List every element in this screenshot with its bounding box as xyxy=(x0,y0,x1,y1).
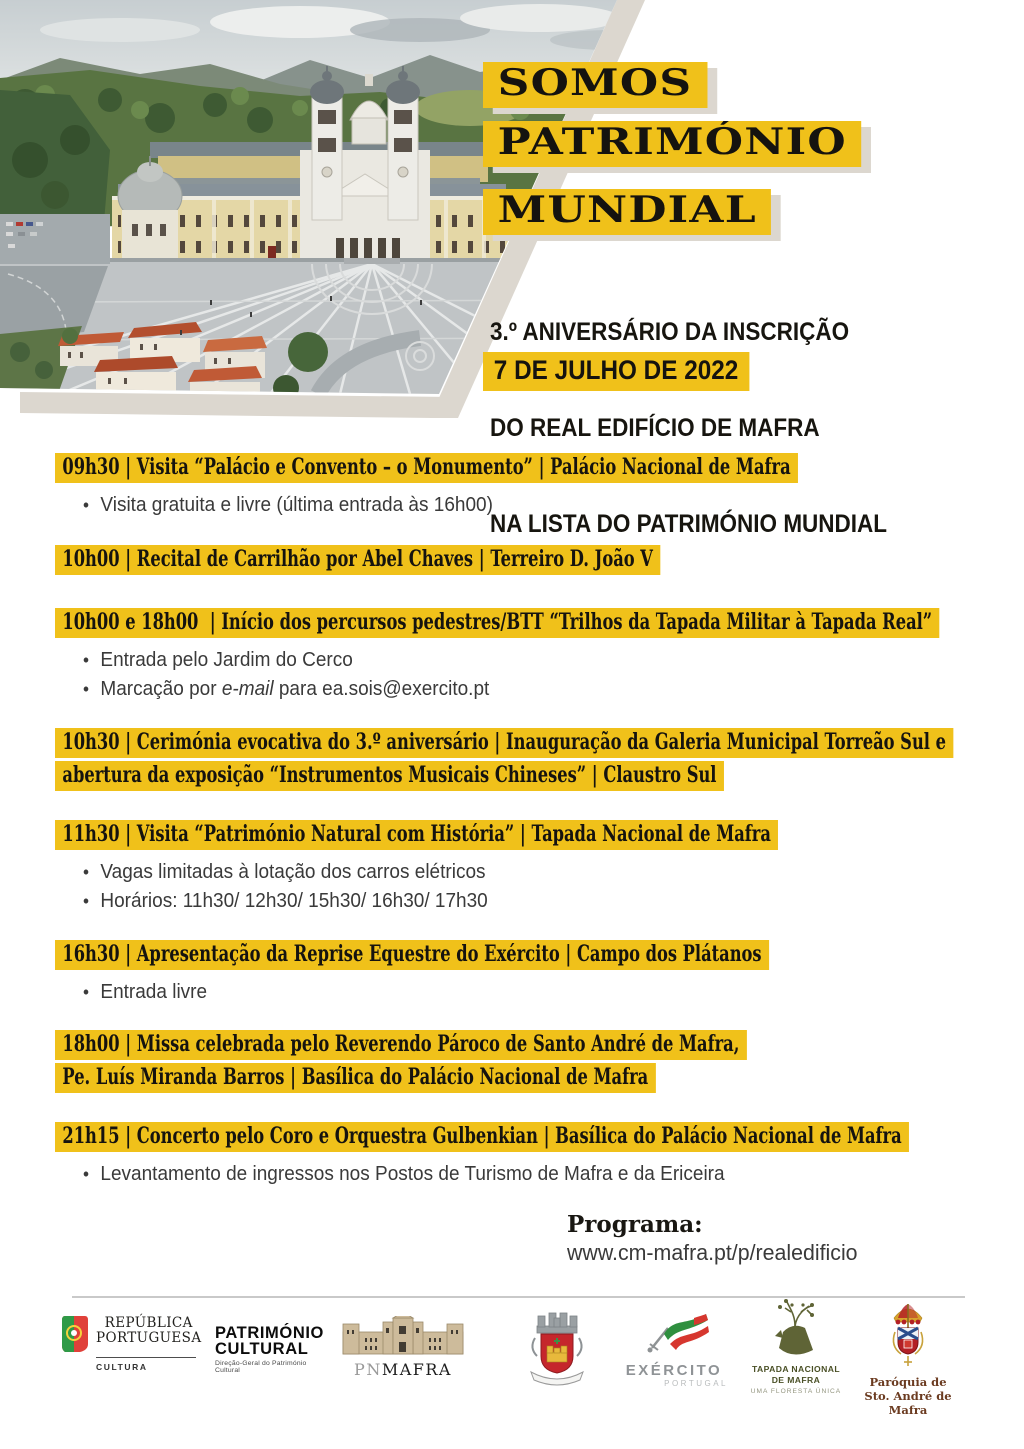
portugal-flag-icon xyxy=(62,1316,88,1352)
bullet-icon: • xyxy=(83,495,89,515)
republica-line2: PORTUGUESA xyxy=(96,1330,202,1346)
event-date: 7 DE JULHO DE 2022 xyxy=(483,352,749,391)
paroquia-label: Paróquia de Sto. André de Mafra xyxy=(864,1375,952,1417)
palace-drawing-icon xyxy=(341,1316,465,1358)
event-title-highlight: 10h30 | Cerimónia evocativa do 3.º aniversário | Inauguração da Galeria Municipal Torreão Sul e xyxy=(55,728,953,758)
programa-label: Programa: xyxy=(567,1211,703,1238)
republica-cultura-label: CULTURA xyxy=(96,1362,148,1372)
event-title-highlight: 11h30 | Visita “Património Natural com História” | Tapada Nacional de Mafra xyxy=(55,820,778,850)
tapada-sub-label: UMA FLORESTA ÚNICA xyxy=(750,1388,842,1395)
republica-rule xyxy=(96,1357,196,1358)
republica-portuguesa-logo xyxy=(62,1316,202,1372)
event-detail: • Horários: 11h30/ 12h30/ 15h30/ 16h30/ 17h30 xyxy=(83,887,968,916)
schedule-entry xyxy=(55,820,1015,916)
exercito-sub-label: PORTUGAL xyxy=(664,1379,728,1388)
municipio-mafra-crest xyxy=(524,1308,590,1390)
event-title-highlight: 16h30 | Apresentação da Reprise Equestre do Exército | Campo dos Plátanos xyxy=(55,940,769,970)
programa-url: www.cm-mafra.pt/p/realedificio xyxy=(567,1240,858,1265)
pnmafra-logo xyxy=(338,1316,468,1379)
patrimonio-cultural-logo xyxy=(215,1326,325,1374)
event-detail: • Marcação por e-mail para ea.sois@exercito.pt xyxy=(83,675,968,704)
event-detail: • Levantamento de ingressos nos Postos de Turismo de Mafra e da Ericeira xyxy=(83,1160,968,1189)
bullet-icon: • xyxy=(83,982,89,1002)
subtitle-line: 3.º ANIVERSÁRIO DA INSCRIÇÃO xyxy=(490,318,850,346)
bullet-icon: • xyxy=(83,650,89,670)
exercito-label: EXÉRCITO xyxy=(625,1362,723,1379)
schedule-entry xyxy=(55,453,1015,520)
programa-block xyxy=(567,1210,867,1266)
event-detail: • Entrada pelo Jardim do Cerco xyxy=(83,646,968,675)
bullet-icon: • xyxy=(83,862,89,882)
bullet-icon: • xyxy=(83,891,89,911)
event-detail: • Entrada livre xyxy=(83,978,968,1007)
patrimonio-cultural-line2: CULTURAL xyxy=(215,1339,309,1358)
pnmafra-label: PNMAFRA xyxy=(354,1360,452,1379)
schedule-entry xyxy=(55,940,1015,1007)
event-detail: • Visita gratuita e livre (última entrada às 16h00) xyxy=(83,491,968,520)
subtitle-line: DO REAL EDIFÍCIO DE MAFRA xyxy=(490,414,820,442)
poster-title-line: PATRIMÓNIO xyxy=(483,121,862,167)
event-title-highlight: 21h15 | Concerto pelo Coro e Orquestra Gulbenkian | Basílica do Palácio Nacional de Mafra xyxy=(55,1122,909,1152)
schedule-entry xyxy=(55,728,1015,794)
exercito-flag-sword-icon xyxy=(638,1310,710,1360)
deer-tree-icon xyxy=(765,1298,827,1362)
event-title-highlight: Pe. Luís Miranda Barros | Basílica do Palácio Nacional de Mafra xyxy=(55,1063,656,1093)
event-title-highlight: 18h00 | Missa celebrada pelo Reverendo Pároco de Santo André de Mafra, xyxy=(55,1030,747,1060)
event-title-highlight: 10h00 | Recital de Carrilhão por Abel Chaves | Terreiro D. João V xyxy=(55,545,660,575)
tapada-label: TAPADA NACIONAL DE MAFRA xyxy=(752,1364,840,1385)
patrimonio-cultural-line1: PATRIMÓNIO xyxy=(215,1324,324,1342)
event-detail: • Vagas limitadas à lotação dos carros elétricos xyxy=(83,858,968,887)
republica-line1: REPÚBLICA xyxy=(104,1315,193,1331)
schedule-entry xyxy=(55,1122,1015,1189)
schedule-entry xyxy=(55,545,1015,578)
mafra-coat-of-arms-icon xyxy=(525,1308,589,1390)
schedule-entry xyxy=(55,1030,1015,1096)
event-title-highlight: abertura da exposição “Instrumentos Musicais Chineses” | Claustro Sul xyxy=(55,761,724,791)
exercito-logo xyxy=(618,1310,730,1388)
bullet-icon: • xyxy=(83,679,89,699)
schedule-entry xyxy=(55,608,1015,704)
event-title-highlight: 10h00 e 18h00 | Início dos percursos pedestres/BTT “Trilhos da Tapada Militar à Tapada Real” xyxy=(55,608,940,638)
poster-title-line: MUNDIAL xyxy=(483,189,771,235)
patrimonio-cultural-sub: Direção-Geral do Património Cultural xyxy=(215,1360,307,1374)
subtitle-line: NA LISTA DO PATRIMÓNIO MUNDIAL xyxy=(490,510,888,538)
parish-crest-icon xyxy=(887,1302,929,1372)
bullet-icon: • xyxy=(83,1164,89,1184)
poster-title-line: SOMOS xyxy=(483,62,707,108)
paroquia-logo xyxy=(856,1302,960,1417)
event-title-highlight: 09h30 | Visita “Palácio e Convento – o Monumento” | Palácio Nacional de Mafra xyxy=(55,453,798,483)
tapada-nacional-logo xyxy=(748,1298,844,1395)
